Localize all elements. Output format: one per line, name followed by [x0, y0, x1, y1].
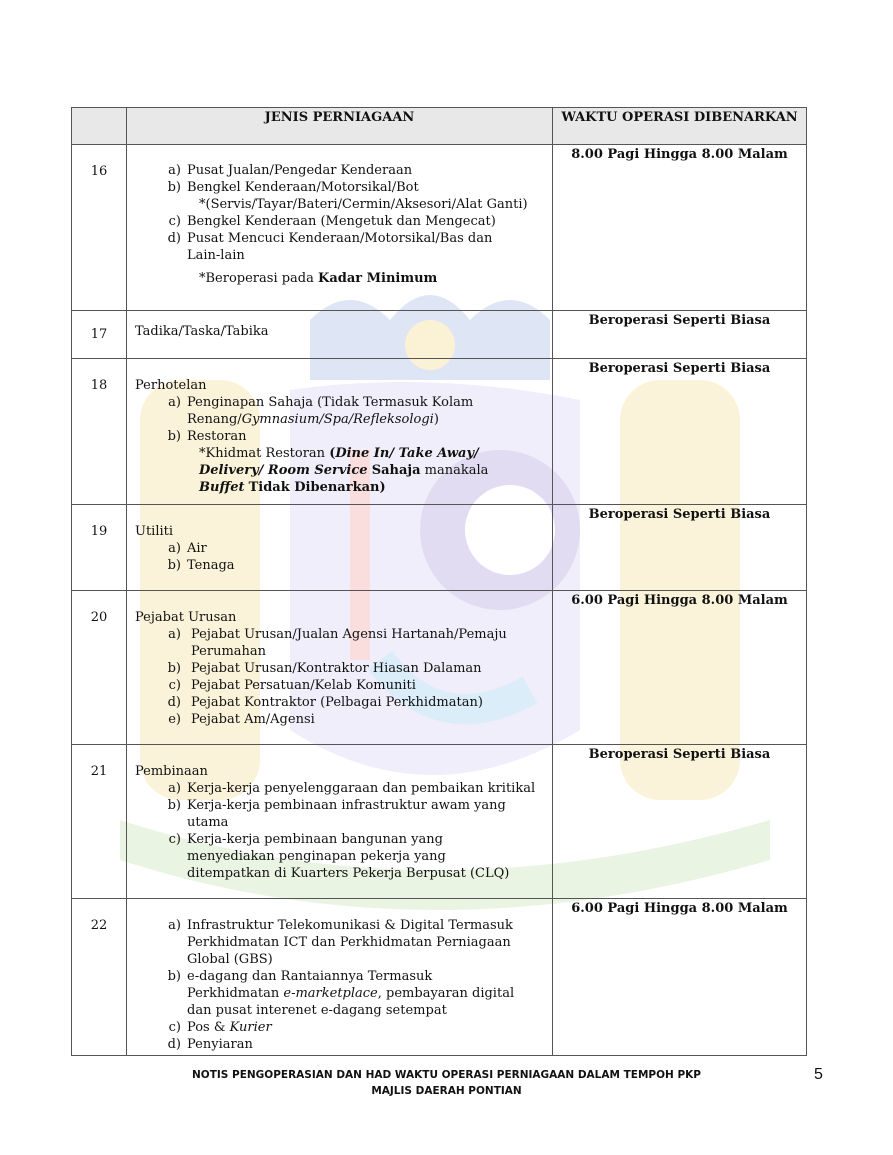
minimum-rate-note: *Beroperasi pada Kadar Minimum [199, 271, 438, 286]
header-business-type: JENIS PERNIAGAAN [127, 108, 553, 145]
page-number: 5 [814, 1066, 823, 1083]
page-footer [0, 1067, 893, 1099]
list-item: c) Kerja-kerja pembinaan bangunan yang menyediakan penginapan pekerja yang ditempatkan di Kuarters Pekerja Berpusat (CLQ) [168, 832, 510, 881]
row-number: 21 [72, 745, 127, 899]
business-type-cell [127, 899, 553, 1056]
operating-hours-cell: 6.00 Pagi Hingga 8.00 Malam [553, 591, 807, 745]
list-item: b) Pejabat Urusan/Kontraktor Hiasan Dalaman [167, 661, 482, 676]
list-item: c) Pejabat Persatuan/Kelab Komuniti [168, 678, 416, 693]
category-title: Utiliti [135, 524, 174, 539]
list-item: e) Pejabat Am/Agensi [168, 712, 315, 727]
table-row [72, 359, 807, 505]
table-row [72, 145, 807, 311]
business-hours-table [71, 107, 807, 1056]
list-item-note: *(Servis/Tayar/Bateri/Cermin/Aksesori/Alat Ganti) [199, 197, 528, 212]
list-item: a) Pusat Jualan/Pengedar Kenderaan [168, 163, 413, 178]
list-item: b) Kerja-kerja pembinaan infrastruktur awam yang utama [167, 798, 506, 830]
row-number: 18 [72, 359, 127, 505]
business-type-cell [127, 505, 553, 591]
operating-hours-cell: 6.00 Pagi Hingga 8.00 Malam [553, 899, 807, 1056]
list-item: a) Air [168, 541, 207, 556]
list-item: d) Pusat Mencuci Kenderaan/Motorsikal/Bas dan Lain-lain [167, 231, 493, 263]
list-item: a) Pejabat Urusan/Jualan Agensi Hartanah/Pemaju Perumahan [168, 627, 507, 659]
business-type-cell [127, 359, 553, 505]
operating-hours-cell: 8.00 Pagi Hingga 8.00 Malam [553, 145, 807, 311]
list-item: a) Infrastruktur Telekomunikasi & Digital Termasuk Perkhidmatan ICT dan Perkhidmatan Perniagaan Global (GBS) [168, 918, 513, 967]
row-number: 17 [72, 311, 127, 359]
operating-hours-cell: Beroperasi Seperti Biasa [553, 359, 807, 505]
list-item: d) Penyiaran [167, 1037, 253, 1052]
list-item: b) e-dagang dan Rantaiannya Termasuk Perkhidmatan e-marketplace, pembayaran digital dan pusat interenet e-dagang setempat [167, 969, 515, 1018]
operating-hours-cell: Beroperasi Seperti Biasa [553, 505, 807, 591]
category-title: Pembinaan [135, 764, 208, 779]
row-number: 20 [72, 591, 127, 745]
footer-notice-title: NOTIS PENGOPERASIAN DAN HAD WAKTU OPERASI PERNIAGAAN DALAM TEMPOH PKP [192, 1069, 701, 1081]
table-row [72, 899, 807, 1056]
header-operating-hours: WAKTU OPERASI DIBENARKAN [553, 108, 807, 145]
list-item: b) Bengkel Kenderaan/Motorsikal/Bot [167, 180, 419, 195]
operating-hours-cell: Beroperasi Seperti Biasa [553, 311, 807, 359]
business-type-cell [127, 591, 553, 745]
business-type-cell [127, 745, 553, 899]
list-item: d) Pejabat Kontraktor (Pelbagai Perkhidmatan) [167, 695, 483, 710]
table-row [72, 505, 807, 591]
business-type-cell: Tadika/Taska/Tabika [127, 311, 553, 359]
list-item: c) Pos & Kurier [168, 1020, 272, 1035]
category-title: Perhotelan [135, 378, 207, 393]
restaurant-service-note: *Khidmat Restoran (Dine In/ Take Away/ Delivery/ Room Service Sahaja manakala Buffet Tidak Dibenarkan) [199, 446, 489, 495]
table-header-row [72, 108, 807, 145]
list-item: a) Penginapan Sahaja (Tidak Termasuk Kolam Renang/Gymnasium/Spa/Refleksologi) [168, 395, 474, 427]
operating-hours-cell: Beroperasi Seperti Biasa [553, 745, 807, 899]
business-type-cell [127, 145, 553, 311]
list-item: b) Restoran [167, 429, 247, 444]
row-number: 16 [72, 145, 127, 311]
list-item: c) Bengkel Kenderaan (Mengetuk dan Mengecat) [168, 214, 496, 229]
footer-council-name: MAJLIS DAERAH PONTIAN [371, 1085, 522, 1097]
row-number: 22 [72, 899, 127, 1056]
table-row [72, 311, 807, 359]
list-item: b) Tenaga [167, 558, 235, 573]
category-title: Pejabat Urusan [135, 610, 237, 625]
header-number-cell [72, 108, 127, 145]
table-row [72, 591, 807, 745]
list-item: a) Kerja-kerja penyelenggaraan dan pembaikan kritikal [168, 781, 536, 796]
row-number: 19 [72, 505, 127, 591]
table-row [72, 745, 807, 899]
